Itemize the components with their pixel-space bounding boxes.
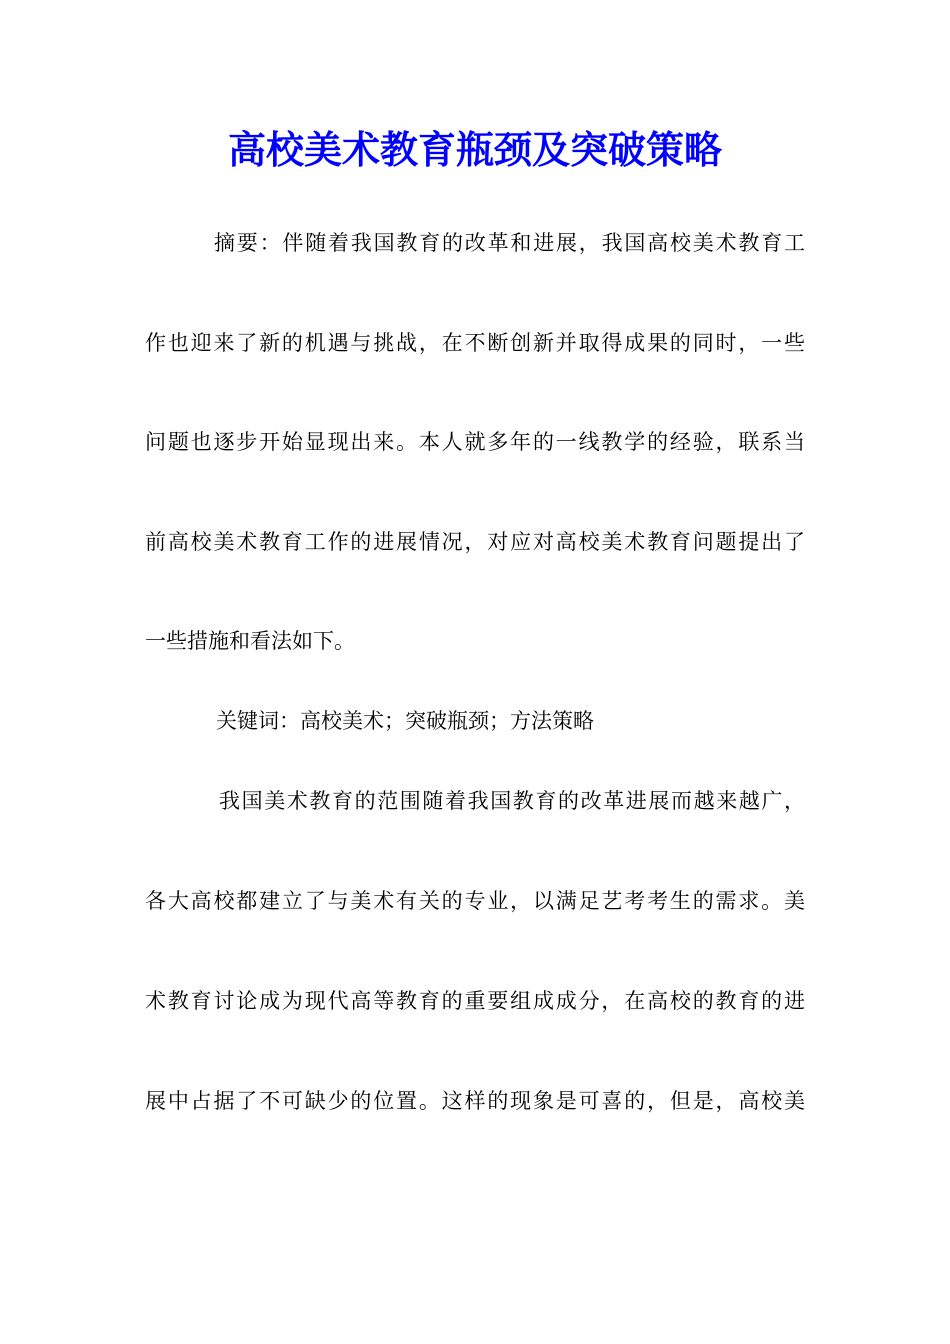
document-title: 高校美术教育瓶颈及突破策略 xyxy=(227,127,722,172)
abstract-line-4: 前高校美术教育工作的进展情况，对应对高校美术教育问题提出了 xyxy=(145,530,805,554)
abstract-line-1: 摘要：伴随着我国教育的改革和进展，我国高校美术教育工 xyxy=(214,231,805,255)
body-line-4: 展中占据了不可缺少的位置。这样的现象是可喜的，但是，高校美 xyxy=(145,1089,805,1113)
abstract-line-5: 一些措施和看法如下。 xyxy=(145,629,355,653)
abstract-line-2: 作也迎来了新的机遇与挑战，在不断创新并取得成果的同时，一些 xyxy=(145,331,805,355)
body-line-2: 各大高校都建立了与美术有关的专业，以满足艺考考生的需求。美 xyxy=(145,889,805,913)
abstract-line-3: 问题也逐步开始显现出来。本人就多年的一线教学的经验，联系当 xyxy=(145,430,805,454)
keywords-line: 关键词：高校美术；突破瓶颈；方法策略 xyxy=(216,709,594,733)
body-line-3: 术教育讨论成为现代高等教育的重要组成成分，在高校的教育的进 xyxy=(145,989,805,1013)
body-line-1: 我国美术教育的范围随着我国教育的改革进展而越来越广， xyxy=(219,789,805,813)
